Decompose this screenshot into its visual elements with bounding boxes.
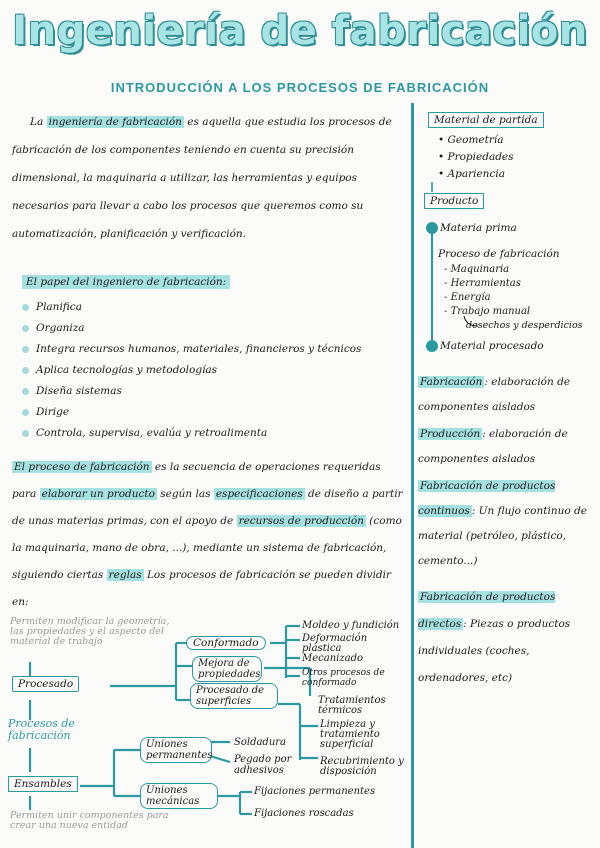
superficies-box: Procesado de superficies [190, 683, 278, 709]
process-paragraph [12, 454, 407, 616]
process-highlight: reglas [108, 569, 142, 581]
intro-highlight: ingeniería de fabricación [48, 116, 182, 128]
limpieza-label: Limpieza y tratamiento superficial [320, 719, 380, 750]
desechos: desechos y desperdicios [466, 320, 583, 331]
bullet-dot-icon [22, 346, 29, 353]
product-box: Producto [424, 193, 484, 209]
recubrimiento-label: Recubrimiento y disposición [320, 756, 404, 777]
bullet-dot-icon [22, 409, 29, 416]
bullet-dot-icon [22, 304, 29, 311]
proceso-item: - Energía [444, 292, 491, 303]
materia-prima: Materia prima [440, 222, 517, 234]
list-item-label: Diseña sistemas [36, 385, 122, 397]
list-item [22, 402, 361, 423]
role-heading [22, 276, 230, 288]
material-item: • Geometría [438, 134, 504, 146]
list-item [22, 339, 361, 360]
conformado-item: Deformación plástica [302, 633, 368, 654]
list-item-label: Dirige [36, 406, 70, 418]
material-item: • Apariencia [438, 168, 505, 180]
conformado-box: Conformado [186, 636, 266, 650]
center-label: Procesos de fabricación [8, 717, 75, 742]
proceso-item: - Herramientas [444, 278, 521, 289]
list-item-label: Planifica [36, 301, 82, 313]
bullet-dot-icon [22, 388, 29, 395]
list-item-label: Integra recursos humanos, materiales, financieros y técnicos [36, 343, 362, 355]
process-highlight: especificaciones [215, 488, 303, 500]
process-text: (como la maquinaria, mano de obra, ...), mediante un sistema de fabricación, siguiendo ciertas [12, 515, 402, 581]
page-subtitle: INTRODUCCIÓN A LOS PROCESOS DE FABRICACIÓN [110, 80, 490, 95]
bullet-dot-icon [22, 430, 29, 437]
definition-1: Fabricación : elaboración de componentes aislados [418, 376, 571, 413]
mecanicas-box: Uniones mecánicas [140, 783, 218, 809]
definition-3: Fabricación de productos continuos : Un flujo continuo de material (petróleo, plástico, cemento...) [418, 480, 587, 567]
mejora-box: Mejora de propiedades [192, 656, 262, 682]
list-item-label: Organiza [36, 322, 85, 334]
process-highlight: recursos de producción [238, 515, 364, 527]
proceso-title: Proceso de fabricación [438, 248, 560, 260]
list-item-label: Aplica tecnologías y metodologías [36, 364, 218, 376]
pegado-label: Pegado por adhesivos [234, 754, 292, 776]
process-highlight: elaborar un producto [41, 488, 155, 500]
list-item [22, 297, 361, 318]
process-text: Los procesos de fabricación se pueden dividir en: [12, 569, 392, 608]
process-text: es la secuencia de operaciones requeridas para [12, 461, 381, 500]
list-item [22, 423, 361, 444]
process-text: según las [160, 488, 211, 500]
role-heading-text: El papel del ingeniero de fabricación: [22, 275, 230, 289]
note-top: Permiten modificar la geometría, las propiedades y el aspecto del material de trabajo [10, 616, 170, 647]
material-procesado: Material procesado [440, 340, 544, 352]
procesado-box: Procesado [12, 676, 79, 692]
definition-2: Producción : elaboración de componentes aislados [418, 428, 568, 465]
conformado-item: Moldeo y fundición [302, 620, 400, 631]
list-item-label: Controla, supervisa, evalúa y retroalimenta [36, 427, 268, 439]
list-item [22, 381, 361, 402]
process-highlight: El proceso de fabricación [14, 461, 150, 473]
soldadura-label: Soldadura [234, 737, 287, 748]
intro-prefix: La [30, 116, 44, 128]
fijaciones-permanentes-label: Fijaciones permanentes [254, 786, 376, 797]
intro-rest: es aquella que estudia los procesos de fabricación de los componentes teniendo en cuenta su precisión dimensional, la maquinaria a utilizar, las herramientas y equipos necesarios para llevar a cabo los procesos que queremos como su automatización, planificación y verificación. [12, 116, 392, 240]
process-text: de diseño a partir de unas materias primas, con el apoyo de [12, 488, 403, 527]
bullet-dot-icon [22, 325, 29, 332]
material-item: • Propiedades [438, 151, 514, 163]
intro-paragraph [12, 108, 407, 248]
tratamientos-label: Tratamientos térmicos [318, 695, 386, 716]
role-list [22, 297, 361, 444]
material-box: Material de partida [428, 112, 544, 128]
list-item [22, 318, 361, 339]
conformado-item: Mecanizado [302, 653, 364, 664]
ensambles-box: Ensambles [8, 776, 78, 792]
note-bottom: Permiten unir componentes para crear una nueva entidad [10, 810, 169, 831]
bullet-dot-icon [22, 367, 29, 374]
conformado-item: Otros procesos de conformado [302, 668, 385, 688]
list-item [22, 360, 361, 381]
page-title: Ingeniería de fabricación [12, 8, 588, 54]
permanentes-box: Uniones permanentes [140, 737, 212, 763]
proceso-item: - Trabajo manual [444, 306, 531, 317]
proceso-item: - Maquinaria [444, 264, 510, 275]
fijaciones-roscadas-label: Fijaciones roscadas [254, 808, 354, 819]
definition-4: Fabricación de productos directos : Piezas o productos individuales (coches, ordenadores, etc) [418, 591, 571, 684]
